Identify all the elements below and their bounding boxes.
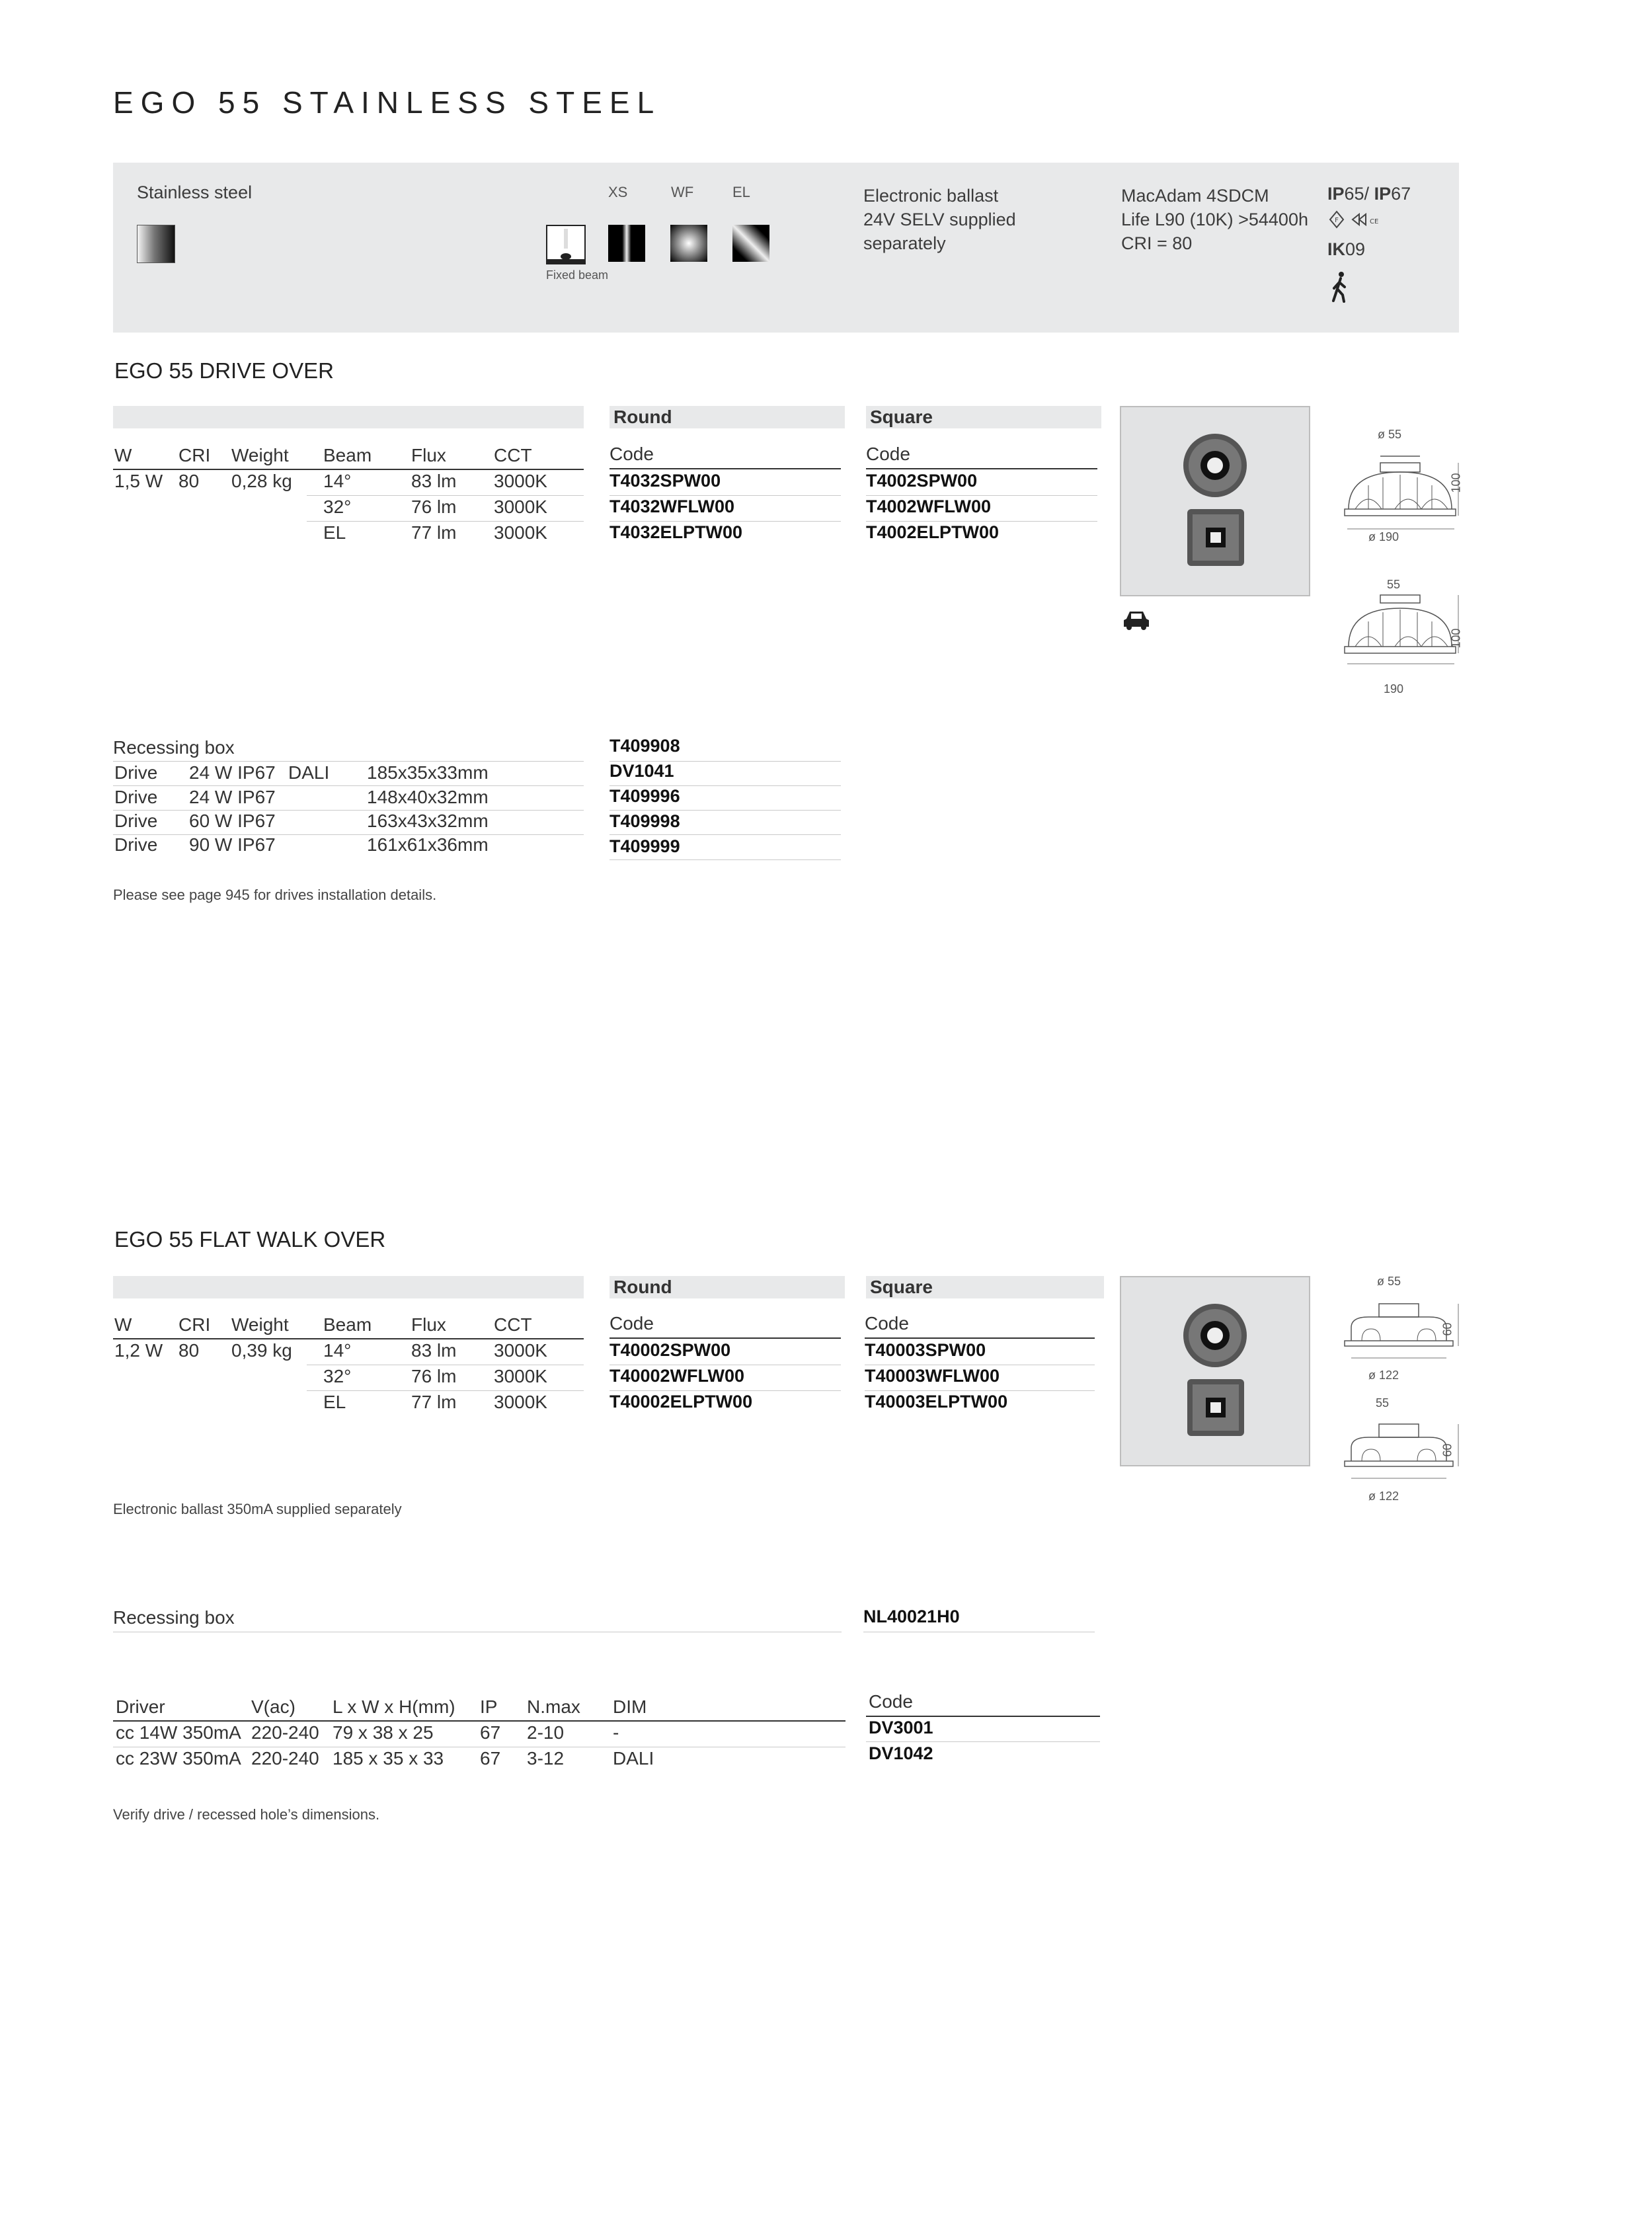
row-flux: 76 lm xyxy=(411,497,457,517)
driver-size: 185 x 35 x 33 xyxy=(333,1748,444,1769)
row-rule xyxy=(307,495,584,496)
row-rule xyxy=(866,1741,1100,1742)
driver-ip: 67 xyxy=(480,1748,501,1769)
macadam-line-2: Life L90 (10K) >54400h xyxy=(1121,210,1308,229)
fixed-beam-icon xyxy=(546,225,586,264)
driver-col-header: DIM xyxy=(613,1696,647,1717)
drive-over-round-header: Round xyxy=(610,406,845,428)
walk-over-square-drawing xyxy=(1342,1415,1481,1504)
row-rule xyxy=(113,834,584,835)
product-code: T4032ELPTW00 xyxy=(610,522,743,542)
accessory-code: T409996 xyxy=(610,786,680,806)
driver-name: cc 23W 350mA xyxy=(116,1748,241,1769)
product-code: T40003WFLW00 xyxy=(865,1366,1000,1386)
svg-text:F: F xyxy=(1335,217,1339,224)
ballast-line-2: 24V SELV supplied xyxy=(863,210,1016,229)
ballast-info xyxy=(863,184,1016,255)
product-code: T4002SPW00 xyxy=(866,471,978,491)
code-rule xyxy=(610,1337,841,1339)
ip-val-1: 65/ xyxy=(1344,184,1374,204)
accessory-power: 60 W IP67 xyxy=(189,811,276,831)
driver-dim: DALI xyxy=(613,1748,654,1769)
code-rule xyxy=(866,468,1097,469)
code-label: Code xyxy=(866,444,910,464)
dim-top: 55 xyxy=(1376,1396,1390,1410)
col-header-weight: Weight xyxy=(231,1314,289,1335)
ip-bold-1: IP xyxy=(1327,184,1345,204)
recessing-box-code: T409908 xyxy=(610,736,680,756)
row-rule xyxy=(307,1390,584,1391)
material-label: Stainless steel xyxy=(137,182,253,202)
stainless-steel-swatch xyxy=(137,225,175,263)
row-cct: 3000K xyxy=(494,1366,547,1386)
accessory-size: 148x40x32mm xyxy=(367,787,489,807)
spec-w: 1,5 W xyxy=(114,471,163,491)
accessory-size: 185x35x33mm xyxy=(367,762,489,783)
ip-val-2: 67 xyxy=(1391,184,1411,204)
accessory-name: Drive xyxy=(114,762,158,783)
col-header-cct: CCT xyxy=(494,1314,532,1335)
row-cct: 3000K xyxy=(494,471,547,491)
driver-voltage: 220-240 xyxy=(251,1722,319,1743)
driver-ip: 67 xyxy=(480,1722,501,1743)
ballast-note: Electronic ballast 350mA supplied separately xyxy=(113,1501,402,1517)
row-flux: 83 lm xyxy=(411,1340,457,1361)
product-code: T4002WFLW00 xyxy=(866,497,992,516)
verify-note: Verify drive / recessed hole’s dimensions. xyxy=(113,1806,380,1823)
accessory-dali: DALI xyxy=(288,762,330,783)
row-rule xyxy=(610,810,841,811)
drive-over-square-header: Square xyxy=(866,406,1101,428)
col-header-flux: Flux xyxy=(411,1314,446,1335)
driver-size: 79 x 38 x 25 xyxy=(333,1722,434,1743)
col-header-cct: CCT xyxy=(494,445,532,465)
header-rule xyxy=(113,1338,584,1339)
product-code: T40002ELPTW00 xyxy=(610,1392,753,1412)
code-label: Code xyxy=(865,1313,909,1334)
walk-over-square-header: Square xyxy=(866,1276,1104,1298)
row-beam: EL xyxy=(323,522,346,543)
car-icon xyxy=(1122,608,1150,634)
spec-weight: 0,28 kg xyxy=(231,471,292,491)
row-rule xyxy=(866,521,1097,522)
ip-rating xyxy=(1327,184,1411,204)
row-beam: 14° xyxy=(323,471,352,491)
dim-bottom: ø 190 xyxy=(1368,530,1399,543)
header-rule xyxy=(113,1720,846,1722)
ballast-line-1: Electronic ballast xyxy=(863,186,999,206)
spec-weight: 0,39 kg xyxy=(231,1340,292,1361)
drive-over-product-photo xyxy=(1120,406,1310,596)
walk-over-spec-bar xyxy=(113,1276,584,1298)
accessory-code: T409998 xyxy=(610,811,680,831)
page-title: EGO 55 STAINLESS STEEL xyxy=(113,85,662,120)
row-cct: 3000K xyxy=(494,522,547,543)
accessory-size: 163x43x32mm xyxy=(367,811,489,831)
driver-name: cc 14W 350mA xyxy=(116,1722,241,1743)
recessing-box-label: Recessing box xyxy=(113,737,235,758)
accessory-power: 24 W IP67 xyxy=(189,787,276,807)
row-rule xyxy=(610,495,841,496)
dim-bottom: 190 xyxy=(1384,682,1404,696)
recessing-box-code: NL40021H0 xyxy=(863,1607,960,1626)
code-rule xyxy=(865,1337,1095,1339)
accessory-power: 90 W IP67 xyxy=(189,834,276,855)
xs-beam-icon xyxy=(608,225,645,262)
wf-beam-icon xyxy=(670,225,707,262)
dim-bottom: ø 122 xyxy=(1368,1490,1399,1503)
row-rule xyxy=(113,810,584,811)
row-cct: 3000K xyxy=(494,1340,547,1361)
driver-code: DV1042 xyxy=(869,1743,933,1763)
dim-side: 100 xyxy=(1449,473,1463,493)
row-beam: 32° xyxy=(323,497,352,517)
row-rule xyxy=(610,1390,841,1391)
driver-nmax: 3-12 xyxy=(527,1748,565,1769)
svg-text:CE: CE xyxy=(1370,218,1379,225)
beam-label-xs: XS xyxy=(608,184,628,200)
header-rule xyxy=(113,469,584,470)
driver-col-header: IP xyxy=(480,1696,498,1717)
col-header-flux: Flux xyxy=(411,445,446,465)
product-code: T40002SPW00 xyxy=(610,1340,731,1360)
drive-over-spec-bar xyxy=(113,406,584,428)
walk-over-round-header: Round xyxy=(610,1276,845,1298)
driver-dim: - xyxy=(613,1722,619,1743)
dim-top: ø 55 xyxy=(1378,428,1402,441)
row-rule xyxy=(865,1390,1095,1391)
row-rule xyxy=(307,521,584,522)
accessory-name: Drive xyxy=(114,787,158,807)
row-cct: 3000K xyxy=(494,497,547,517)
col-header-cri: CRI xyxy=(178,445,211,465)
pedestrian-icon xyxy=(1330,271,1350,306)
spec-w: 1,2 W xyxy=(114,1340,163,1361)
code-label: Code xyxy=(869,1691,913,1712)
accessory-name: Drive xyxy=(114,834,158,855)
dim-top: 55 xyxy=(1387,578,1401,591)
ik-val: 09 xyxy=(1345,239,1366,259)
macadam-info xyxy=(1121,184,1308,255)
accessory-power: 24 W IP67 xyxy=(189,762,276,783)
dim-side: 100 xyxy=(1449,628,1463,649)
beam-label-wf: WF xyxy=(671,184,694,200)
driver-code: DV3001 xyxy=(869,1718,933,1737)
product-code: T4032WFLW00 xyxy=(610,497,735,516)
dim-side: 60 xyxy=(1440,1322,1454,1336)
dim-bottom: ø 122 xyxy=(1368,1369,1399,1382)
col-header-cri: CRI xyxy=(178,1314,211,1335)
ik-bold: IK xyxy=(1327,239,1345,259)
row-rule xyxy=(113,785,584,786)
accessory-name: Drive xyxy=(114,811,158,831)
driver-voltage: 220-240 xyxy=(251,1748,319,1769)
row-beam: 32° xyxy=(323,1366,352,1386)
fixed-beam-label: Fixed beam xyxy=(546,268,609,282)
walk-over-round-drawing xyxy=(1342,1294,1481,1384)
driver-col-header: Driver xyxy=(116,1696,165,1717)
row-flux: 77 lm xyxy=(411,522,457,543)
row-cct: 3000K xyxy=(494,1392,547,1412)
macadam-line-3: CRI = 80 xyxy=(1121,233,1193,253)
row-flux: 76 lm xyxy=(411,1366,457,1386)
el-beam-icon xyxy=(732,225,769,262)
driver-nmax: 2-10 xyxy=(527,1722,565,1743)
row-rule xyxy=(610,521,841,522)
row-flux: 83 lm xyxy=(411,471,457,491)
col-header-beam: Beam xyxy=(323,1314,372,1335)
dim-side: 60 xyxy=(1440,1443,1454,1457)
beam-label-el: EL xyxy=(732,184,750,200)
code-rule xyxy=(610,468,841,469)
walk-over-title: EGO 55 FLAT WALK OVER xyxy=(114,1227,386,1252)
drives-installation-note: Please see page 945 for drives installation details. xyxy=(113,887,437,903)
product-code: T4032SPW00 xyxy=(610,471,721,491)
accessory-code: DV1041 xyxy=(610,761,674,781)
ip-bold-2: IP xyxy=(1374,184,1392,204)
macadam-line-1: MacAdam 4SDCM xyxy=(1121,186,1269,206)
driver-col-header: L x W x H(mm) xyxy=(333,1696,455,1717)
accessory-size: 161x61x36mm xyxy=(367,834,489,855)
col-header-weight: Weight xyxy=(231,445,289,465)
product-code: T40003ELPTW00 xyxy=(865,1392,1008,1412)
row-beam: EL xyxy=(323,1392,346,1412)
spec-cri: 80 xyxy=(178,1340,200,1361)
col-header-w: W xyxy=(114,445,132,465)
driver-col-header: N.max xyxy=(527,1696,580,1717)
row-beam: 14° xyxy=(323,1340,352,1361)
row-rule xyxy=(113,761,584,762)
code-label: Code xyxy=(610,444,654,464)
recessing-box-label: Recessing box xyxy=(113,1607,235,1628)
spec-cri: 80 xyxy=(178,471,200,491)
walk-over-product-photo xyxy=(1120,1276,1310,1466)
ik-rating xyxy=(1327,239,1365,260)
accessory-code: T409999 xyxy=(610,836,680,856)
row-rule xyxy=(866,495,1097,496)
code-rule xyxy=(866,1716,1100,1717)
col-header-beam: Beam xyxy=(323,445,372,465)
row-flux: 77 lm xyxy=(411,1392,457,1412)
ballast-line-3: separately xyxy=(863,233,946,253)
row-rule xyxy=(610,834,841,835)
code-label: Code xyxy=(610,1313,654,1334)
driver-col-header: V(ac) xyxy=(251,1696,295,1717)
product-code: T40003SPW00 xyxy=(865,1340,986,1360)
row-rule xyxy=(610,859,841,860)
dim-top: ø 55 xyxy=(1377,1275,1401,1288)
product-code: T4002ELPTW00 xyxy=(866,522,1000,542)
product-code: T40002WFLW00 xyxy=(610,1366,745,1386)
col-header-w: W xyxy=(114,1314,132,1335)
certification-icons xyxy=(1329,210,1382,232)
drive-over-title: EGO 55 DRIVE OVER xyxy=(114,358,334,383)
